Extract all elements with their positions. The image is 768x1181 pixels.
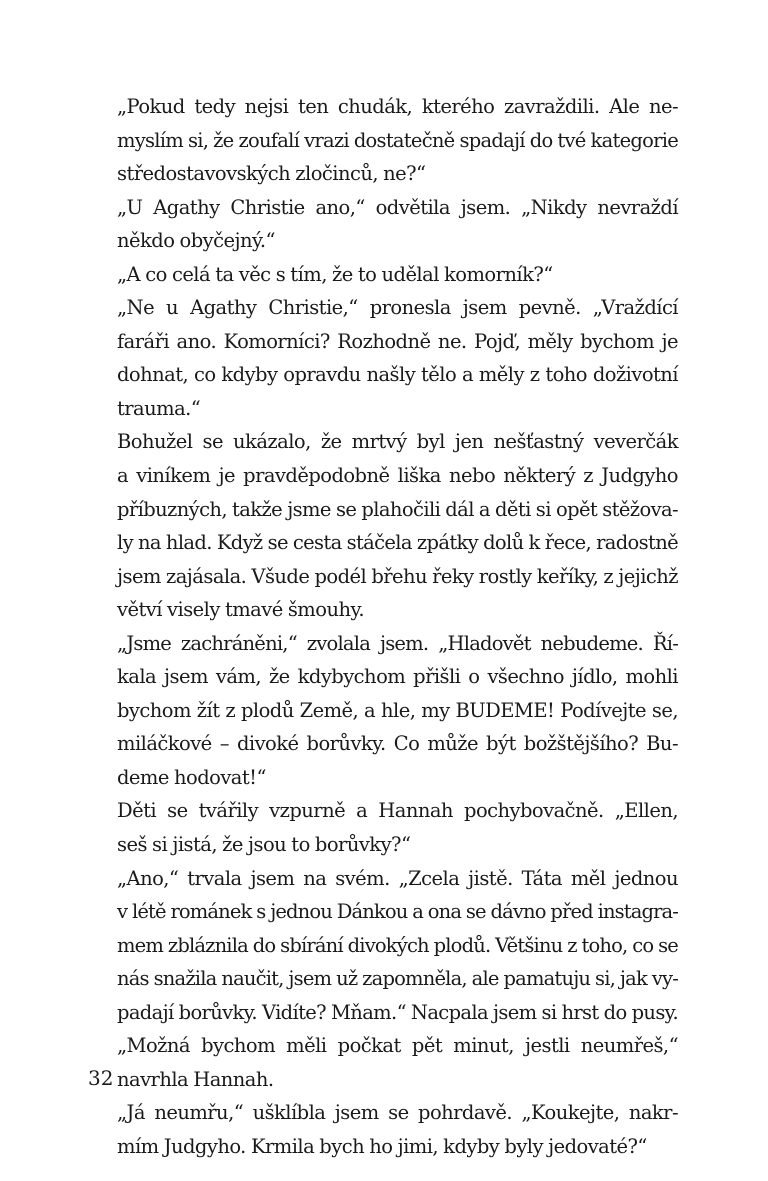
text-line: někdo obyčejný.“ bbox=[117, 229, 275, 253]
text-line: bychom žít z plodů Země, a hle, my BUDEME! Podívejte se, bbox=[117, 698, 678, 722]
text-line: „Ne u Agathy Christie,“ pronesla jsem pevně. „Vraždící bbox=[117, 296, 678, 320]
text-line: miláčkové – divoké borůvky. Co může být božštějšího? Bu- bbox=[117, 732, 678, 756]
text-line: „Já neumřu,“ ušklíbla jsem se pohrdavě. „Koukejte, nakr- bbox=[117, 1101, 678, 1125]
page-number: 32 bbox=[88, 1066, 114, 1090]
text-line: trauma.“ bbox=[117, 396, 201, 420]
paragraph bbox=[87, 1096, 678, 1163]
text-line: Děti se tvářily vzpurně a Hannah pochybovačně. „Ellen, bbox=[117, 799, 678, 823]
text-line: a viníkem je pravděpodobně liška nebo některý z Judgyho bbox=[117, 464, 678, 488]
text-line: padají borůvky. Vidíte? Mňam.“ Nacpala jsem si hrst do pusy. bbox=[117, 1000, 678, 1024]
text-line: seš si jistá, že jsou to borůvky?“ bbox=[117, 833, 411, 857]
paragraph bbox=[87, 90, 678, 191]
paragraph bbox=[87, 291, 678, 425]
text-line: mím Judgyho. Krmila bych ho jimi, kdyby byly jedovaté?“ bbox=[117, 1134, 647, 1158]
text-line: faráři ano. Komorníci? Rozhodně ne. Pojď, měly bychom je bbox=[117, 329, 678, 353]
text-line: „Ano,“ trvala jsem na svém. „Zcela jistě. Táta měl jednou bbox=[117, 866, 678, 890]
paragraph bbox=[87, 425, 678, 626]
text-line: myslím si, že zoufalí vrazi dostatečně spadají do tvé kategorie bbox=[117, 128, 678, 152]
paragraph bbox=[87, 862, 678, 1030]
text-line: mem zbláznila do sbírání divokých plodů. Většinu z toho, co se bbox=[117, 933, 678, 957]
text-line: příbuzných, takže jsme se plahočili dál a děti si opět stěžova- bbox=[117, 497, 678, 521]
text-line: větví visely tmavé šmouhy. bbox=[117, 598, 364, 622]
text-line: v létě románek s jednou Dánkou a ona se dávno před instagra- bbox=[117, 900, 678, 924]
text-line: dohnat, co kdyby opravdu našly tělo a měly z toho doživotní bbox=[117, 363, 678, 387]
text-line: Bohužel se ukázalo, že mrtvý byl jen nešťastný veverčák bbox=[117, 430, 678, 454]
text-line: „Možná bychom měli počkat pět minut, jestli neumřeš,“ bbox=[117, 1034, 678, 1058]
text-line: navrhla Hannah. bbox=[117, 1067, 274, 1091]
paragraph bbox=[87, 794, 678, 861]
text-line: kala jsem vám, že kdybychom přišli o všechno jídlo, mohli bbox=[117, 665, 678, 689]
text-line: deme hodovat!“ bbox=[117, 765, 266, 789]
paragraph bbox=[87, 627, 678, 795]
paragraph bbox=[87, 258, 678, 292]
text-line: „Pokud tedy nejsi ten chudák, kterého zavraždili. Ale ne- bbox=[117, 95, 678, 118]
body-text bbox=[87, 90, 678, 1164]
text-line: středostavovských zločinců, ne?“ bbox=[117, 162, 426, 186]
text-line: nás snažila naučit, jsem už zapomněla, ale pamatuju si, jak vy- bbox=[117, 967, 678, 991]
text-line: „U Agathy Christie ano,“ odvětila jsem. „Nikdy nevraždí bbox=[117, 195, 678, 219]
paragraph bbox=[87, 191, 678, 258]
text-line: ly na hlad. Když se cesta stáčela zpátky dolů k řece, radostně bbox=[117, 531, 678, 555]
paragraph bbox=[87, 1029, 678, 1096]
text-line: „Jsme zachráněni,“ zvolala jsem. „Hladovět nebudeme. Ří- bbox=[117, 631, 678, 655]
text-line: jsem zajásala. Všude podél břehu řeky rostly keříky, z jejichž bbox=[117, 564, 678, 588]
text-line: „A co celá ta věc s tím, že to udělal komorník?“ bbox=[117, 262, 553, 286]
